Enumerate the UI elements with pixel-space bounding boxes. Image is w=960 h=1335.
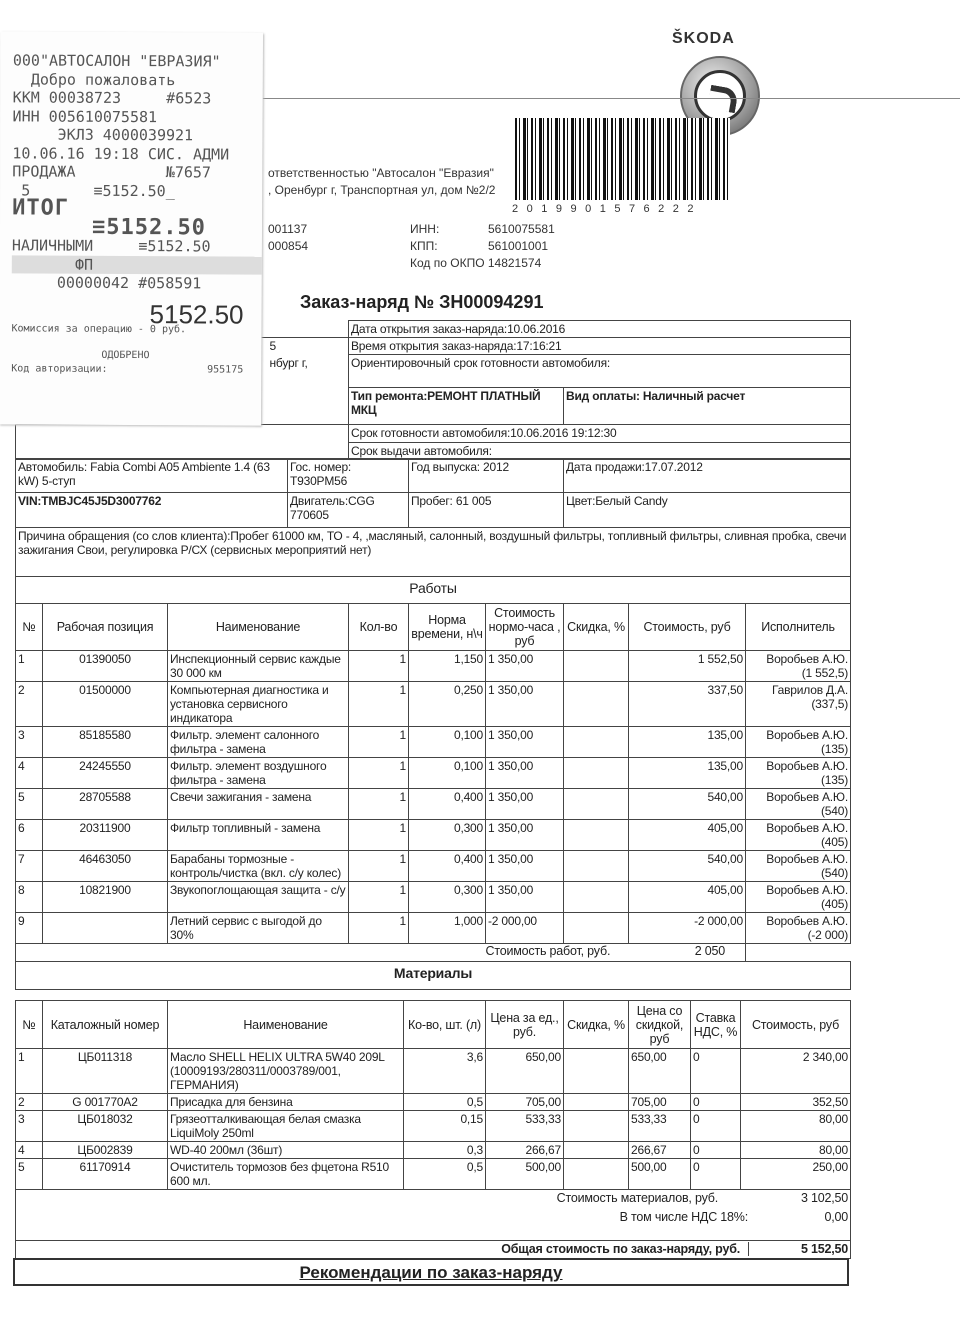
works-cell-executor xyxy=(746,789,851,820)
receipt-line: ККМ 00038723 #6523 xyxy=(12,88,212,108)
materials-header: Ко-во, шт. (л) xyxy=(404,1001,486,1049)
materials-section-title: Материалы xyxy=(16,962,851,990)
works-header: Норма времени, н\ч xyxy=(409,604,486,651)
estimated-ready: Ориентировочный срок готовности автомобиля: xyxy=(349,355,851,388)
materials-table xyxy=(15,1000,851,1259)
works-cell-qty: 1 xyxy=(349,789,409,820)
payment-type: Вид оплаты: Наличный расчет xyxy=(564,388,851,425)
materials-cell-price: 533,33 xyxy=(486,1111,564,1142)
receipt-line: ИНН 005610075581 xyxy=(12,106,158,126)
receipt-cash: НАЛИЧНЫМИ ≡5152.50 xyxy=(11,236,211,256)
works-cell-qty: 1 xyxy=(349,758,409,789)
works-total-label: Стоимость работ, руб. xyxy=(485,944,611,958)
works-cell-qty: 1 xyxy=(349,651,409,682)
materials-cell-disc xyxy=(564,1049,629,1094)
page-title: Заказ-наряд № ЗН00094291 xyxy=(300,292,544,312)
materials-header: Наименование xyxy=(168,1001,404,1049)
table-row xyxy=(16,851,851,882)
works-header: Исполнитель xyxy=(746,604,851,651)
works-cell-rate: 1 350,00 xyxy=(486,882,564,913)
works-cell-disc xyxy=(564,789,629,820)
receipt-total: ≡5152.50 xyxy=(91,214,207,240)
works-cell-norm: 1,000 xyxy=(409,913,486,944)
ready-time: Срок готовности автомобиля:10.06.2016 19:12:30 xyxy=(349,425,851,443)
works-cell-norm: 0,100 xyxy=(409,727,486,758)
kpp-value: 561001001 xyxy=(488,239,549,253)
mileage: Пробег: 61 005 xyxy=(409,493,564,528)
works-cell-executor xyxy=(746,682,851,727)
works-cell-name: Фильтр. элемент салонного фильтра - замена xyxy=(168,727,349,758)
materials-header: Каталожный номер xyxy=(43,1001,168,1049)
works-cell-rate: 1 350,00 xyxy=(486,820,564,851)
materials-cell-code: ЦБ011318 xyxy=(43,1049,168,1094)
table-row xyxy=(16,758,851,789)
receipt-doc-number: 00000042 #058591 xyxy=(11,273,202,293)
works-cell-name: Свечи зажигания - замена xyxy=(168,789,349,820)
materials-header: Ставка НДС, % xyxy=(691,1001,741,1049)
receipt-total-label: ИТОГ xyxy=(12,195,70,221)
materials-cell-vat: 0 xyxy=(691,1159,741,1190)
materials-cell-name: Очиститель тормозов без фцетона R510 600 мл. xyxy=(168,1159,404,1190)
table-row xyxy=(16,1159,851,1190)
works-table xyxy=(15,603,851,990)
works-cell-code: 28705588 xyxy=(43,789,168,820)
vehicle-model: Автомобиль: Fabia Combi A05 Ambiente 1.4 (63 kW) 5-ступ xyxy=(16,459,288,493)
works-cell-n: 3 xyxy=(16,727,43,758)
materials-header: Стоимость, руб xyxy=(741,1001,851,1049)
info-fragment-2: нбург г, xyxy=(269,355,308,370)
materials-cell-n: 4 xyxy=(16,1142,43,1159)
receipt-line: ЭКЛЗ 4000039921 xyxy=(12,125,194,145)
materials-cell-vat: 0 xyxy=(691,1094,741,1111)
works-cell-executor xyxy=(746,727,851,758)
works-cell-n: 8 xyxy=(16,882,43,913)
works-cell-norm: 0,400 xyxy=(409,789,486,820)
recommendations-heading: Рекомендации по заказ-наряду xyxy=(13,1258,849,1286)
materials-cell-code: 61170914 xyxy=(43,1159,168,1190)
materials-cell-dprice: 705,00 xyxy=(629,1094,691,1111)
works-cell-executor xyxy=(746,913,851,944)
works-header: № xyxy=(16,604,43,651)
works-cell-disc xyxy=(564,651,629,682)
works-cell-code: 24245550 xyxy=(43,758,168,789)
table-row xyxy=(16,1049,851,1094)
materials-cell-vat: 0 xyxy=(691,1111,741,1142)
works-cell-rate: -2 000,00 xyxy=(486,913,564,944)
executor-amount: (540) xyxy=(820,804,848,818)
works-cell-disc xyxy=(564,882,629,913)
materials-cell-dprice: 266,67 xyxy=(629,1142,691,1159)
materials-cell-cost: 80,00 xyxy=(741,1142,851,1159)
materials-cell-disc xyxy=(564,1094,629,1111)
works-cell-norm: 0,400 xyxy=(409,851,486,882)
repair-type: Тип ремонта:РЕМОНТ ПЛАТНЫЙ МКЦ xyxy=(349,388,564,425)
materials-cell-vat: 0 xyxy=(691,1049,741,1094)
materials-cell-code: ЦБ002839 xyxy=(43,1142,168,1159)
materials-cell-vat: 0 xyxy=(691,1142,741,1159)
executor-name: Гаврилов Д.А. xyxy=(772,683,848,697)
materials-header: Скидка, % xyxy=(564,1001,629,1049)
works-cell-cost: 540,00 xyxy=(629,851,746,882)
works-cell-norm: 0,250 xyxy=(409,682,486,727)
skoda-brand-name: ŠKODA xyxy=(672,30,735,47)
works-cell-n: 7 xyxy=(16,851,43,882)
table-row xyxy=(16,882,851,913)
vat-total: 0,00 xyxy=(824,1209,848,1224)
materials-cell-code: ЦБ018032 xyxy=(43,1111,168,1142)
vat-label: В том числе НДС 18%: xyxy=(619,1209,748,1224)
barcode-digits: 2019901576222 xyxy=(512,203,703,215)
company-code-2: 000854 xyxy=(268,239,309,253)
materials-total: 3 102,50 xyxy=(800,1191,848,1205)
company-address: , Оренбург г, Транспортная ул, дом №2/2 xyxy=(268,183,496,197)
materials-cell-price: 705,00 xyxy=(486,1094,564,1111)
works-cell-rate: 1 350,00 xyxy=(486,651,564,682)
executor-amount: (405) xyxy=(820,897,848,911)
inn-value: 5610075581 xyxy=(488,222,555,236)
works-cell-code: 10821900 xyxy=(43,882,168,913)
materials-cell-dprice: 533,33 xyxy=(629,1111,691,1142)
materials-cell-qty: 3,6 xyxy=(404,1049,486,1094)
materials-cell-name: Грязеотталкивающая белая смазка LiquiMoly 250ml xyxy=(168,1111,404,1142)
works-cell-cost: 405,00 xyxy=(629,882,746,913)
receipt-line: 000"АВТОСАЛОН "ЕВРАЗИЯ" xyxy=(12,51,221,71)
table-row xyxy=(16,913,851,944)
works-header: Скидка, % xyxy=(564,604,629,651)
materials-cell-cost: 352,50 xyxy=(741,1094,851,1111)
executor-name: Воробьев А.Ю. xyxy=(766,652,848,666)
works-cell-rate: 1 350,00 xyxy=(486,727,564,758)
works-cell-n: 6 xyxy=(16,820,43,851)
works-header: Рабочая позиция xyxy=(43,604,168,651)
executor-amount: (337,5) xyxy=(811,697,848,711)
works-cell-qty: 1 xyxy=(349,851,409,882)
materials-total-label: Стоимость материалов, руб. xyxy=(556,1191,718,1205)
receipt-commission: Комиссия за операцию - 0 руб. xyxy=(11,323,187,336)
table-row xyxy=(16,1094,851,1111)
works-cell-cost: 1 552,50 xyxy=(629,651,746,682)
works-cell-cost: 135,00 xyxy=(629,758,746,789)
table-row xyxy=(16,682,851,727)
inn-label: ИНН: xyxy=(410,222,440,236)
executor-amount: (1 552,5) xyxy=(801,666,848,680)
receipt-amount: 5152.50 xyxy=(149,298,244,330)
receipt-line: 5 ≡5152.50_ xyxy=(12,180,175,200)
materials-cell-n: 2 xyxy=(16,1094,43,1111)
issue-time: Срок выдачи автомобиля: xyxy=(349,443,851,460)
header-divider xyxy=(255,98,960,99)
materials-header: Цена за ед., руб. xyxy=(486,1001,564,1049)
grand-total: 5 152,50 xyxy=(748,1242,848,1256)
works-cell-code: 01500000 xyxy=(43,682,168,727)
materials-cell-price: 650,00 xyxy=(486,1049,564,1094)
executor-amount: (-2 000) xyxy=(807,928,848,942)
works-cell-norm: 0,100 xyxy=(409,758,486,789)
works-total: 2 050 xyxy=(694,944,725,958)
vehicle-table xyxy=(15,458,851,604)
works-cell-executor xyxy=(746,851,851,882)
executor-name: Воробьев А.Ю. xyxy=(766,852,848,866)
materials-cell-n: 5 xyxy=(16,1159,43,1190)
materials-cell-disc xyxy=(564,1111,629,1142)
receipt-approved: ОДОБРЕНО xyxy=(101,349,150,362)
receipt-auth-label: Код авторизации: xyxy=(11,363,108,375)
works-cell-executor xyxy=(746,651,851,682)
receipt-line: 10.06.16 19:18 СИС. АДМИ xyxy=(12,143,230,164)
materials-cell-price: 500,00 xyxy=(486,1159,564,1190)
vin: VIN:TMBJC45J5D3007762 xyxy=(16,493,288,528)
materials-cell-n: 3 xyxy=(16,1111,43,1142)
materials-cell-code: G 001770A2 xyxy=(43,1094,168,1111)
materials-cell-qty: 0,15 xyxy=(404,1111,486,1142)
receipt-auth-code: 955175 xyxy=(207,364,244,376)
works-cell-code: 85185580 xyxy=(43,727,168,758)
table-row xyxy=(16,820,851,851)
works-cell-qty: 1 xyxy=(349,820,409,851)
works-cell-rate: 1 350,00 xyxy=(486,851,564,882)
works-cell-name: Фильтр. элемент воздушного фильтра - замена xyxy=(168,758,349,789)
vehicle-plate: Гос. номер: T930PM56 xyxy=(288,459,409,493)
materials-header: Цена со скидкой, руб xyxy=(629,1001,691,1049)
executor-name: Воробьев А.Ю. xyxy=(766,728,848,742)
works-header: Стоимость нормо-часа , руб xyxy=(486,604,564,651)
works-cell-disc xyxy=(564,758,629,789)
works-cell-disc xyxy=(564,913,629,944)
table-row xyxy=(16,651,851,682)
works-cell-n: 4 xyxy=(16,758,43,789)
materials-header: № xyxy=(16,1001,43,1049)
works-cell-qty: 1 xyxy=(349,682,409,727)
table-row xyxy=(16,1111,851,1142)
materials-cell-price: 266,67 xyxy=(486,1142,564,1159)
works-cell-qty: 1 xyxy=(349,913,409,944)
visit-reason: Причина обращения (со слов клиента):Пробег 61000 км, ТО - 4, ,масляный, салонный, воздушный фильтры, топливный фильтры, сливная пробка, свечи зажигания Свои, регулировка Р/СХ (сервисных мероприятий нет) xyxy=(16,528,851,577)
vehicle-year: Год выпуска: 2012 xyxy=(409,459,564,493)
works-cell-name: Инспекционный сервис каждые 30 000 км xyxy=(168,651,349,682)
works-cell-executor xyxy=(746,882,851,913)
works-cell-cost: 337,50 xyxy=(629,682,746,727)
materials-cell-qty: 0,5 xyxy=(404,1094,486,1111)
materials-cell-name: Присадка для бензина xyxy=(168,1094,404,1111)
works-cell-code: 01390050 xyxy=(43,651,168,682)
table-row xyxy=(16,1142,851,1159)
materials-cell-qty: 0,3 xyxy=(404,1142,486,1159)
works-cell-norm: 1,150 xyxy=(409,651,486,682)
works-cell-name: Компьютерная диагностика и установка сервисного индикатора xyxy=(168,682,349,727)
works-cell-name: Звукопоглощающая защита - с/у xyxy=(168,882,349,913)
materials-cell-disc xyxy=(564,1159,629,1190)
works-cell-cost: -2 000,00 xyxy=(629,913,746,944)
works-header: Наименование xyxy=(168,604,349,651)
works-section-title: Работы xyxy=(16,577,851,604)
works-cell-rate: 1 350,00 xyxy=(486,682,564,727)
works-cell-n: 1 xyxy=(16,651,43,682)
works-cell-code xyxy=(43,913,168,944)
works-cell-rate: 1 350,00 xyxy=(486,789,564,820)
vehicle-color: Цвет:Белый Candy xyxy=(564,493,851,528)
works-cell-disc xyxy=(564,727,629,758)
works-cell-code: 46463050 xyxy=(43,851,168,882)
okpo: Код по ОКПО 14821574 xyxy=(410,256,542,270)
works-cell-n: 9 xyxy=(16,913,43,944)
company-code-1: 001137 xyxy=(268,222,308,236)
executor-amount: (135) xyxy=(820,773,848,787)
works-cell-name: Летний сервис с выгодой до 30% xyxy=(168,913,349,944)
kpp-label: КПП: xyxy=(410,239,438,253)
executor-name: Воробьев А.Ю. xyxy=(766,883,848,897)
receipt-line: Добро пожаловать xyxy=(12,69,176,89)
materials-cell-name: Масло SHELL HELIX ULTRA 5W40 209L (10009193/280311/0003789/001, ГЕРМАНИЯ) xyxy=(168,1049,404,1094)
materials-cell-disc xyxy=(564,1142,629,1159)
receipt-line: ПРОДАЖА №7657 xyxy=(12,162,212,182)
works-cell-qty: 1 xyxy=(349,727,409,758)
works-cell-norm: 0,300 xyxy=(409,820,486,851)
table-row xyxy=(16,789,851,820)
engine: Двигатель:CGG 770605 xyxy=(288,493,409,528)
works-cell-executor xyxy=(746,820,851,851)
materials-cell-cost: 80,00 xyxy=(741,1111,851,1142)
sale-date: Дата продажи:17.07.2012 xyxy=(564,459,851,493)
info-fragment: 5 xyxy=(269,339,276,353)
works-cell-disc xyxy=(564,682,629,727)
works-cell-cost: 540,00 xyxy=(629,789,746,820)
materials-cell-cost: 2 340,00 xyxy=(741,1049,851,1094)
barcode xyxy=(515,118,730,200)
executor-amount: (135) xyxy=(820,742,848,756)
table-row xyxy=(16,727,851,758)
executor-name: Воробьев А.Ю. xyxy=(766,790,848,804)
materials-cell-cost: 250,00 xyxy=(741,1159,851,1190)
materials-cell-dprice: 500,00 xyxy=(629,1159,691,1190)
works-cell-rate: 1 350,00 xyxy=(486,758,564,789)
grand-total-label: Общая стоимость по заказ-наряду, руб. xyxy=(501,1242,740,1256)
executor-amount: (540) xyxy=(820,866,848,880)
works-header: Стоимость, руб xyxy=(629,604,746,651)
works-cell-cost: 135,00 xyxy=(629,727,746,758)
works-cell-n: 5 xyxy=(16,789,43,820)
works-header: Кол-во xyxy=(349,604,409,651)
executor-name: Воробьев А.Ю. xyxy=(766,914,848,928)
open-date: Дата открытия заказ-наряда:10.06.2016 xyxy=(349,321,851,338)
materials-cell-dprice: 650,00 xyxy=(629,1049,691,1094)
materials-cell-qty: 0,5 xyxy=(404,1159,486,1190)
works-cell-qty: 1 xyxy=(349,882,409,913)
works-cell-disc xyxy=(564,851,629,882)
works-cell-executor xyxy=(746,758,851,789)
open-time: Время открытия заказ-наряда:17:16:21 xyxy=(349,338,851,355)
materials-cell-n: 1 xyxy=(16,1049,43,1094)
materials-cell-name: WD-40 200мл (36шт) xyxy=(168,1142,404,1159)
executor-name: Воробьев А.Ю. xyxy=(766,821,848,835)
receipt-fp: ФП xyxy=(12,255,262,275)
works-cell-cost: 405,00 xyxy=(629,820,746,851)
executor-amount: (405) xyxy=(820,835,848,849)
works-cell-n: 2 xyxy=(16,682,43,727)
executor-name: Воробьев А.Ю. xyxy=(766,759,848,773)
works-cell-norm: 0,300 xyxy=(409,882,486,913)
company-name: ответственностью "Автосалон "Евразия" xyxy=(268,166,494,180)
works-cell-disc xyxy=(564,820,629,851)
works-cell-code: 20311900 xyxy=(43,820,168,851)
works-cell-name: Фильтр топливный - замена xyxy=(168,820,349,851)
works-cell-name: Барабаны тормозные - контроль/чистка (вкл. с/у колес) xyxy=(168,851,349,882)
